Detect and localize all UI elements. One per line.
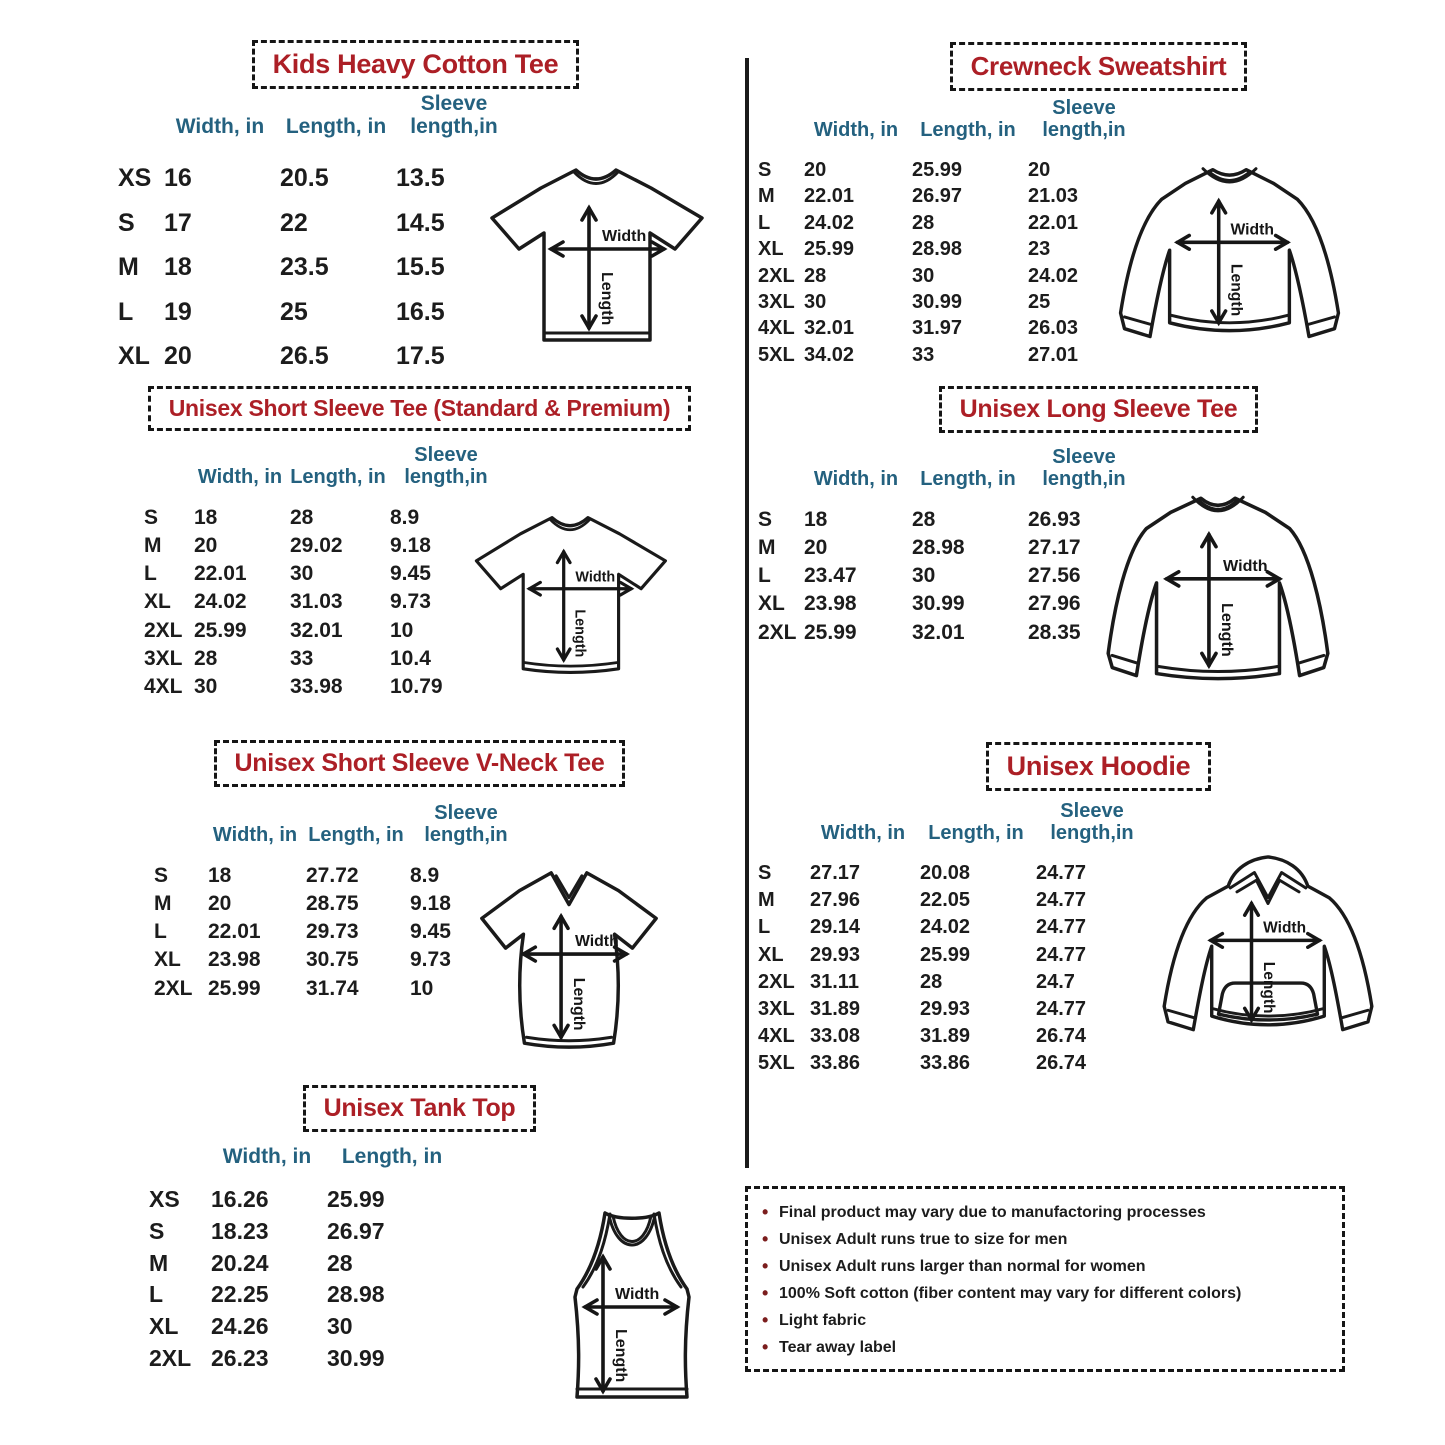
size-value: 17 — [164, 208, 192, 237]
size-value: 10.4 — [390, 646, 431, 670]
size-value: 9.73 — [390, 590, 431, 614]
size-row — [756, 996, 1150, 1023]
section-title: Unisex Tank Top — [323, 1094, 516, 1122]
size-value: 25 — [1028, 290, 1051, 313]
size-value: 22.01 — [194, 562, 247, 586]
section-title: Unisex Short Sleeve Tee (Standard & Premium) — [168, 395, 671, 421]
size-label: M — [144, 534, 162, 558]
size-label: XL — [149, 1313, 179, 1340]
size-value: 14.5 — [396, 208, 445, 237]
size-label: 5XL — [758, 343, 795, 366]
size-value: 28 — [194, 646, 218, 670]
size-label: L — [758, 916, 771, 939]
size-value: 16.5 — [396, 297, 445, 326]
width-arrow-label: Width — [1223, 556, 1268, 575]
size-label: M — [118, 253, 139, 282]
size-value: 9.45 — [390, 562, 431, 586]
column-header: Length, in — [308, 824, 404, 846]
size-value: 28.98 — [912, 536, 965, 560]
size-row — [756, 1050, 1150, 1077]
size-value: 32.01 — [290, 618, 343, 642]
size-value: 23.98 — [804, 592, 857, 616]
hoodie-size-table — [756, 800, 1150, 1078]
size-label: L — [149, 1281, 164, 1308]
section-title-box — [148, 386, 691, 431]
size-label: L — [758, 211, 771, 234]
size-value: 28 — [804, 264, 827, 287]
size-label: S — [144, 506, 159, 529]
size-value: 31.74 — [306, 976, 359, 1000]
size-label: L — [758, 564, 771, 588]
size-value: 26.74 — [1036, 1052, 1087, 1075]
size-value: 20 — [208, 892, 232, 916]
size-row — [756, 263, 1142, 289]
size-label: 5XL — [758, 1052, 795, 1075]
size-value: 27.72 — [306, 864, 359, 887]
width-arrow-label: Width — [615, 1286, 660, 1303]
section-unisex-vneck-tee — [92, 740, 747, 1080]
size-value: 25.99 — [804, 238, 855, 261]
tank-top-illustration — [547, 1203, 697, 1403]
size-column-spacer — [152, 802, 206, 862]
size-value: 25.99 — [327, 1186, 385, 1213]
size-value: 24.02 — [1028, 264, 1079, 287]
size-value: 33 — [912, 343, 935, 366]
size-row — [116, 156, 514, 201]
size-value: 24.77 — [1036, 943, 1087, 966]
v-neck-tee-illustration — [450, 855, 688, 1063]
size-value: 30 — [804, 290, 827, 313]
size-column-spacer — [147, 1145, 209, 1184]
size-value: 22 — [280, 208, 308, 237]
section-title: Unisex Hoodie — [1006, 751, 1191, 781]
size-value: 20.08 — [920, 862, 971, 884]
size-row — [756, 289, 1142, 315]
size-row — [756, 183, 1142, 209]
size-value: 33 — [290, 646, 314, 670]
size-row — [147, 1184, 459, 1216]
section-title-box — [986, 742, 1212, 791]
size-value: 29.93 — [810, 943, 861, 966]
size-value: 9.18 — [410, 892, 451, 916]
garment-outline — [1108, 498, 1328, 678]
header-row — [756, 97, 1142, 157]
size-label: L — [154, 920, 167, 944]
size-label: XS — [149, 1186, 180, 1213]
size-value: 30.99 — [912, 290, 963, 313]
size-label: M — [154, 892, 172, 916]
size-value: 23.5 — [280, 253, 329, 282]
size-value: 26.74 — [1036, 1025, 1087, 1048]
product-notes-list — [762, 1199, 1330, 1361]
size-value: 33.98 — [290, 674, 343, 698]
size-label: L — [144, 562, 157, 586]
size-value: 16 — [164, 164, 192, 193]
size-value: 33.86 — [920, 1052, 971, 1075]
size-label: XS — [118, 164, 152, 193]
size-value: 30.99 — [327, 1344, 385, 1371]
size-value: 26.5 — [280, 342, 329, 371]
size-value: 30 — [194, 674, 218, 698]
size-value: 9.73 — [410, 948, 451, 972]
section-title-box — [252, 40, 580, 89]
size-label: S — [758, 508, 773, 531]
size-label: 3XL — [144, 646, 183, 670]
size-value: 25 — [280, 297, 308, 326]
size-row — [756, 210, 1142, 236]
section-title: Unisex Short Sleeve V-Neck Tee — [234, 749, 605, 777]
size-value: 10.79 — [390, 674, 443, 698]
size-row — [147, 1343, 459, 1375]
size-value: 24.77 — [1036, 997, 1087, 1020]
section-title-row — [752, 42, 1445, 91]
width-arrow-label: Width — [575, 569, 616, 586]
size-value: 30 — [290, 562, 314, 586]
size-value: 33.08 — [810, 1025, 861, 1048]
section-title-row — [752, 386, 1445, 433]
size-value: 8.9 — [410, 864, 440, 887]
size-value: 26.03 — [1028, 317, 1079, 340]
column-header: Width, in — [820, 822, 906, 844]
size-value: 28 — [912, 211, 935, 234]
size-row — [116, 334, 514, 379]
size-row — [756, 860, 1150, 887]
column-header: Length, in — [928, 822, 1024, 844]
size-value: 25.99 — [208, 976, 261, 1000]
length-arrow-label: Length — [569, 977, 587, 1031]
size-label: M — [758, 536, 776, 560]
length-arrow-label: Length — [1227, 263, 1245, 317]
section-title-row — [92, 386, 747, 431]
size-value: 26.23 — [211, 1344, 269, 1371]
tank-top-size-table — [147, 1145, 459, 1375]
size-value: 28.75 — [306, 892, 359, 916]
size-value: 25.99 — [920, 943, 971, 966]
note-item: • Light fabric — [762, 1307, 1330, 1334]
size-value: 8.9 — [390, 506, 420, 529]
size-value: 28 — [327, 1249, 353, 1276]
section-title-box — [303, 1085, 537, 1132]
size-value: 23 — [1028, 238, 1051, 261]
header-row — [142, 444, 504, 504]
size-value: 18 — [164, 253, 192, 282]
size-value: 27.17 — [1028, 536, 1081, 560]
size-value: 28.98 — [912, 238, 963, 261]
column-header: Width, in — [175, 115, 265, 139]
size-value: 22.25 — [211, 1281, 269, 1308]
size-label: S — [149, 1217, 165, 1244]
column-header: Sleeve length,in — [410, 92, 498, 139]
size-value: 26.97 — [912, 185, 963, 208]
size-value: 30 — [912, 264, 935, 287]
size-label: XL — [758, 238, 784, 261]
size-column-spacer — [756, 800, 808, 860]
note-item: • Final product may vary due to manufactoring processes — [762, 1199, 1330, 1226]
width-arrow-label: Width — [574, 933, 619, 951]
note-item: • Unisex Adult runs true to size for men — [762, 1226, 1330, 1253]
section-unisex-hoodie — [752, 742, 1445, 1087]
size-label: 3XL — [758, 290, 795, 313]
size-value: 29.93 — [920, 997, 971, 1020]
size-value: 21.03 — [1028, 185, 1079, 208]
section-title: Crewneck Sweatshirt — [970, 51, 1227, 81]
header-row — [756, 800, 1150, 860]
section-unisex-long-sleeve-tee — [752, 386, 1445, 731]
size-value: 25.99 — [804, 620, 857, 644]
section-unisex-tank-top — [92, 1085, 747, 1440]
size-value: 33.86 — [810, 1052, 861, 1075]
size-value: 31.89 — [810, 997, 861, 1020]
size-value: 9.18 — [390, 534, 431, 558]
size-value: 27.96 — [810, 889, 861, 912]
size-value: 19 — [164, 297, 192, 326]
size-value: 22.01 — [208, 920, 261, 944]
column-header: Width, in — [222, 1145, 312, 1168]
size-value: 10 — [390, 618, 414, 642]
hoodie-illustration — [1137, 847, 1399, 1061]
size-label: 3XL — [758, 997, 795, 1020]
size-value: 28.98 — [327, 1281, 385, 1308]
section-kids-heavy-cotton-tee — [88, 40, 743, 384]
length-arrow-label: Length — [612, 1329, 629, 1383]
length-arrow-label: Length — [1260, 961, 1278, 1014]
size-value: 26.97 — [327, 1217, 385, 1244]
size-label: S — [154, 864, 169, 887]
size-value: 27.01 — [1028, 343, 1079, 366]
section-title-box — [939, 386, 1259, 433]
width-arrow-label: Width — [1263, 919, 1307, 937]
size-value: 24.77 — [1036, 916, 1087, 939]
size-row — [147, 1248, 459, 1280]
size-value: 20 — [804, 159, 827, 181]
size-row — [756, 236, 1142, 262]
size-label: XL — [758, 592, 785, 616]
size-row — [756, 887, 1150, 914]
size-row — [756, 1023, 1150, 1050]
column-header: Length, in — [290, 466, 386, 488]
size-label: 2XL — [758, 970, 795, 993]
size-label: 2XL — [144, 618, 183, 642]
note-item: • Tear away label — [762, 1334, 1330, 1361]
section-title: Kids Heavy Cotton Tee — [272, 49, 559, 79]
size-value: 24.7 — [1036, 970, 1075, 993]
size-value: 17.5 — [396, 342, 445, 371]
size-value: 31.89 — [920, 1025, 971, 1048]
section-title-row — [752, 742, 1445, 791]
header-row — [116, 92, 514, 156]
t-shirt-illustration — [444, 496, 696, 694]
size-label: 2XL — [149, 1344, 192, 1371]
size-label: M — [149, 1249, 169, 1276]
size-value: 18 — [194, 506, 218, 529]
size-label: S — [118, 208, 135, 237]
size-value: 15.5 — [396, 253, 445, 282]
size-label: XL — [154, 948, 181, 972]
length-arrow-label: Length — [571, 609, 588, 658]
size-value: 24.77 — [1036, 862, 1087, 884]
sweatshirt-illustration — [1097, 154, 1362, 365]
size-value: 24.02 — [920, 916, 971, 939]
section-unisex-short-sleeve-tee — [92, 386, 747, 726]
size-value: 20 — [804, 536, 828, 560]
size-value: 9.45 — [410, 920, 451, 944]
size-value: 28 — [920, 970, 943, 993]
size-value: 31.11 — [810, 970, 859, 993]
size-value: 18 — [804, 508, 828, 531]
size-value: 23.98 — [208, 948, 261, 972]
size-row — [147, 1279, 459, 1311]
size-value: 10 — [410, 976, 434, 1000]
length-arrow-label: Length — [598, 272, 615, 326]
size-row — [756, 942, 1150, 969]
size-value: 31.03 — [290, 590, 343, 614]
size-label: 2XL — [154, 976, 193, 1000]
size-value: 22.01 — [1028, 211, 1079, 234]
size-value: 30 — [912, 564, 936, 588]
size-value: 29.02 — [290, 534, 343, 558]
column-header: Length, in — [920, 119, 1016, 141]
size-value: 20 — [164, 342, 192, 371]
column-header: Length, in — [285, 115, 387, 139]
product-notes-box — [745, 1186, 1345, 1372]
size-label: XL — [118, 342, 150, 371]
size-row — [147, 1216, 459, 1248]
column-header: Sleeve length,in — [1050, 800, 1134, 844]
size-label: M — [758, 889, 775, 912]
size-value: 24.77 — [1036, 889, 1087, 912]
size-value: 18.23 — [211, 1217, 269, 1244]
long-sleeve-tee-illustration — [1082, 486, 1354, 708]
column-header: Width, in — [212, 824, 298, 846]
column-header: Sleeve length,in — [1042, 97, 1126, 141]
size-value: 30 — [327, 1313, 353, 1340]
size-row — [756, 914, 1150, 941]
size-value: 23.47 — [804, 564, 857, 588]
note-item: • Unisex Adult runs larger than normal for women — [762, 1253, 1330, 1280]
size-value: 28 — [290, 506, 314, 529]
size-row — [756, 315, 1142, 341]
size-column-spacer — [756, 97, 802, 157]
size-value: 29.14 — [810, 916, 861, 939]
size-value: 22.05 — [920, 889, 971, 912]
size-value: 29.73 — [306, 920, 359, 944]
section-title-box — [950, 42, 1248, 91]
size-label: XL — [144, 590, 171, 614]
size-row — [756, 969, 1150, 996]
kids-tee-size-table — [116, 92, 514, 379]
section-crewneck-sweatshirt — [752, 42, 1445, 386]
column-header: Sleeve length,in — [424, 802, 508, 846]
size-label: 4XL — [758, 1025, 795, 1048]
column-header: Sleeve length,in — [1042, 446, 1126, 490]
size-label: 4XL — [144, 674, 183, 698]
size-value: 16.26 — [211, 1186, 269, 1213]
note-item: • 100% Soft cotton (fiber content may vary for different colors) — [762, 1280, 1330, 1307]
size-value: 20.24 — [211, 1249, 269, 1276]
size-label: XL — [758, 943, 784, 966]
column-header: Length, in — [920, 468, 1016, 490]
size-label: S — [758, 159, 772, 181]
size-value: 34.02 — [804, 343, 855, 366]
size-column-spacer — [142, 444, 192, 504]
size-column-spacer — [116, 92, 162, 156]
column-header: Width, in — [813, 468, 899, 490]
size-value: 22.01 — [804, 185, 855, 208]
size-row — [756, 342, 1142, 368]
size-row — [756, 157, 1142, 183]
size-value: 30.99 — [912, 592, 965, 616]
size-value: 32.01 — [804, 317, 855, 340]
size-row — [116, 245, 514, 290]
size-value: 13.5 — [396, 164, 445, 193]
size-value: 24.26 — [211, 1313, 269, 1340]
section-title: Unisex Long Sleeve Tee — [959, 395, 1238, 423]
size-column-spacer — [756, 446, 802, 506]
size-value: 24.02 — [804, 211, 855, 234]
size-label: 2XL — [758, 264, 795, 287]
column-header: Sleeve length,in — [404, 444, 488, 488]
size-value: 28 — [912, 508, 936, 531]
size-value: 18 — [208, 864, 232, 887]
size-value: 30.75 — [306, 948, 359, 972]
crewneck-size-table — [756, 97, 1142, 368]
column-header: Width, in — [813, 119, 899, 141]
size-label: M — [758, 185, 775, 208]
size-value: 27.96 — [1028, 592, 1081, 616]
width-arrow-label: Width — [1230, 221, 1274, 239]
size-row — [116, 201, 514, 246]
size-value: 32.01 — [912, 620, 965, 644]
size-label: L — [118, 297, 134, 326]
width-arrow-label: Width — [602, 228, 647, 245]
size-label: S — [758, 862, 772, 884]
column-header: Length, in — [341, 1145, 443, 1168]
size-value: 20.5 — [280, 164, 329, 193]
size-label: 2XL — [758, 620, 797, 644]
section-title-box — [214, 740, 626, 787]
size-row — [147, 1311, 459, 1343]
size-value: 25.99 — [912, 159, 963, 181]
size-value: 25.99 — [194, 618, 247, 642]
column-header: Width, in — [197, 466, 283, 488]
size-value: 20 — [1028, 159, 1051, 181]
size-value: 28.35 — [1028, 620, 1081, 644]
size-value: 24.02 — [194, 590, 247, 614]
header-row — [152, 802, 524, 862]
size-value: 27.56 — [1028, 564, 1081, 588]
size-value: 26.93 — [1028, 508, 1081, 531]
length-arrow-label: Length — [1218, 603, 1237, 657]
size-row — [116, 290, 514, 335]
size-label: 4XL — [758, 317, 795, 340]
t-shirt-illustration — [456, 156, 736, 356]
size-value: 31.97 — [912, 317, 963, 340]
header-row — [147, 1145, 459, 1184]
size-value: 27.17 — [810, 862, 861, 884]
section-title-row — [88, 40, 743, 89]
section-title-row — [92, 740, 747, 787]
garment-outline — [492, 170, 702, 340]
size-value: 20 — [194, 534, 218, 558]
section-title-row — [92, 1085, 747, 1132]
